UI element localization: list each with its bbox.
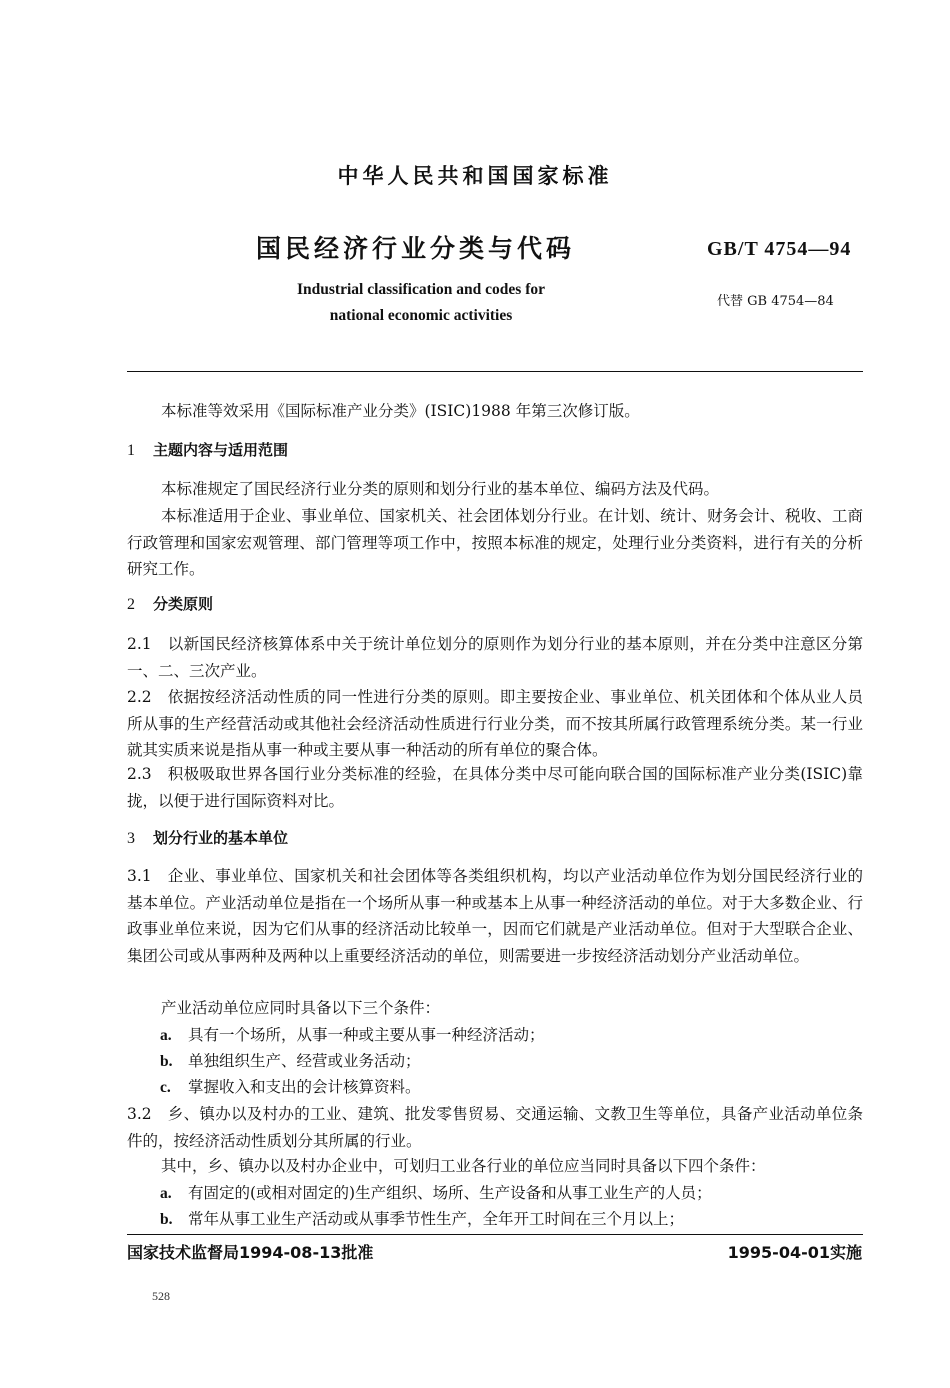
list-item <box>160 1074 421 1101</box>
header-divider <box>127 371 863 372</box>
clause-3-2-conditions-intro: 其中，乡、镇办以及村办企业中，可划归工业各行业的单位应当同时具备以下四个条件： <box>161 1157 766 1175</box>
section-3-title: 划分行业的基本单位 <box>153 829 289 847</box>
list-marker: a. <box>160 1027 172 1044</box>
clause-2-2: 2.2 依据按经济活动性质的同一性进行分类的原则。即主要按企业、事业单位、机关团体和个体从业人员所从事的生产经营活动或其他社会经济活动性质进行行业分类，而不按其所属行政管理系统分类。某一行业就其实质来说是指从事一种或主要从事一种活动的所有单位的聚合体。 <box>127 688 863 759</box>
list-item <box>160 1022 545 1049</box>
list-marker: b. <box>160 1211 173 1228</box>
list-marker: c. <box>160 1079 171 1096</box>
section-2-heading <box>127 591 213 618</box>
footer-divider <box>127 1234 863 1235</box>
intro-paragraph: 本标准等效采用《国际标准产业分类》(ISIC)1988 年第三次修订版。 <box>161 402 640 420</box>
section-1-paragraph-1: 本标准规定了国民经济行业分类的原则和划分行业的基本单位、编码方法及代码。 <box>161 480 720 498</box>
section-2-number: 2 <box>127 596 135 613</box>
section-1-paragraph-2: 本标准适用于企业、事业单位、国家机关、社会团体划分行业。在计划、统计、财务会计、税收、工商行政管理和国家宏观管理、部门管理等项工作中，按照本标准的规定，处理行业分类资料，进行有关的分析研究工作。 <box>127 507 863 578</box>
list-item <box>160 1180 712 1207</box>
list-item-text: 具有一个场所，从事一种或主要从事一种经济活动； <box>188 1026 545 1044</box>
list-item-text: 常年从事工业生产活动或从事季节性生产，全年开工时间在三个月以上； <box>188 1210 685 1228</box>
clause-2-1: 2.1 以新国民经济核算体系中关于统计单位划分的原则作为划分行业的基本原则，并在分类中注意区分第一、二、三次产业。 <box>127 635 863 680</box>
list-item-text: 单独组织生产、经营或业务活动； <box>188 1052 421 1070</box>
section-3-heading <box>127 825 288 852</box>
section-3-number: 3 <box>127 830 135 847</box>
list-item-text: 掌握收入和支出的会计核算资料。 <box>188 1078 421 1096</box>
page-number: 528 <box>152 1289 170 1303</box>
section-2-title: 分类原则 <box>153 595 214 613</box>
clause-2-3: 2.3 积极吸取世界各国行业分类标准的经验，在具体分类中尽可能向联合国的国际标准产业分类(ISIC)靠拢，以便于进行国际资料对比。 <box>127 765 863 810</box>
standard-title-english-line1: Industrial classification and codes for <box>296 281 545 298</box>
clause-3-1-conditions-intro: 产业活动单位应同时具备以下三个条件： <box>161 999 441 1017</box>
approval-note: 国家技术监督局1994-08-13批准 <box>127 1243 374 1262</box>
standard-title-chinese: 国民经济行业分类与代码 <box>256 234 576 263</box>
clause-3-1: 3.1 企业、事业单位、国家机关和社会团体等各类组织机构，均以产业活动单位作为划分国民经济行业的基本单位。产业活动单位是指在一个场所从事一种或基本上从事一种经济活动的单位。对于大多数企业、行政事业单位来说，因为它们从事的经济活动比较单一，因而它们就是产业活动单位。但对于大型联合企业、集团公司或从事两种及两种以上重要经济活动的单位，则需要进一步按经济活动划分产业活动单位。 <box>127 867 863 965</box>
section-1-title: 主题内容与适用范围 <box>153 441 289 459</box>
standard-code: GB/T 4754—94 <box>707 238 852 260</box>
list-item <box>160 1206 684 1233</box>
effective-date-note: 1995-04-01实施 <box>727 1243 862 1262</box>
replaces-note: 代替 GB 4754—84 <box>717 294 834 309</box>
clause-3-2: 3.2 乡、镇办以及村办的工业、建筑、批发零售贸易、交通运输、文教卫生等单位，具备产业活动单位条件的，按经济活动性质划分其所属的行业。 <box>127 1105 863 1150</box>
section-1-number: 1 <box>127 442 135 459</box>
list-item <box>160 1048 421 1075</box>
list-marker: b. <box>160 1053 173 1070</box>
standard-title-english-line2: national economic activities <box>329 307 513 324</box>
section-1-heading <box>127 437 288 464</box>
list-marker: a. <box>160 1185 172 1202</box>
national-standard-heading: 中华人民共和国国家标准 <box>337 164 613 188</box>
list-item-text: 有固定的(或相对固定的)生产组织、场所、生产设备和从事工业生产的人员； <box>188 1184 712 1202</box>
